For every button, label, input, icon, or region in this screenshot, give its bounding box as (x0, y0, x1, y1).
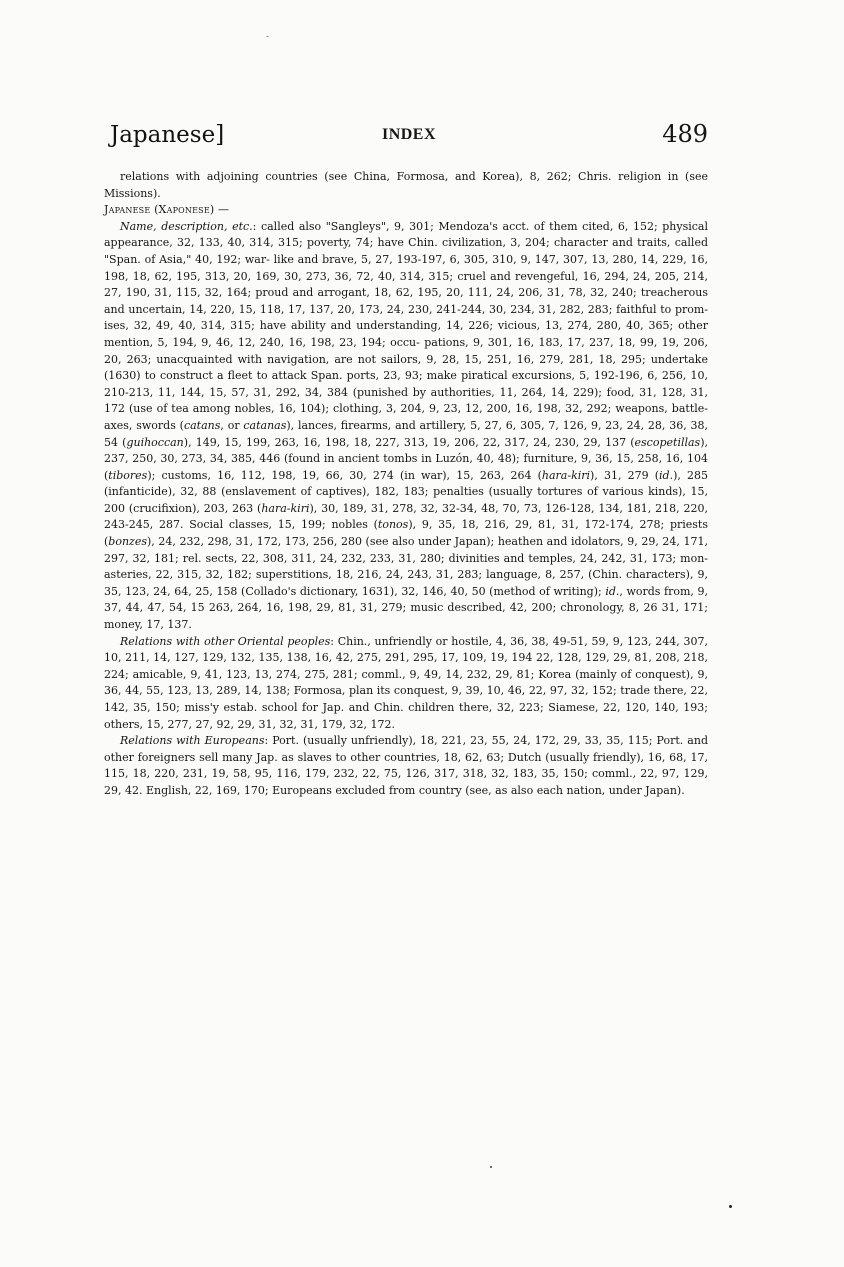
subentry-oriental-relations: Relations with other Oriental peoples: Chin., unfriendly or hostile, 4, 36, 38, 49-51, 59, 9, 123, 244, 307, 10, 211, 14, 127, 129, 132, 135, 138, 16, 42, 275, 291, 295, 17, 109, 19, 194 22, 128, 129, 29, 81, 208, 218, 224; amicable, 9, 41, 123, 13, 274, 275, 281; comml., 9, 49, 14, 232, 29, 81; Korea (mainly of conquest), 9, 36, 44, 55, 123, 13, 289, 14, 138; Formosa, plan its conquest, 9, 39, 10, 46, 22, 97, 32, 152; trade there, 22, 142, 35, 150; miss'y estab. school for Jap. and Chin. children there, 32, 223; Siamese, 22, 120, 140, 193; others, 15, 277, 27, 92, 29, 31, 32, 31, 179, 32, 172. (104, 634, 709, 731)
subentry-name-description: Name, description, etc.: called also "Sangleys", 9, 301; Mendoza's acct. of them cited, 6, 152; physical appearance, 32, 133, 40, 314, 315; poverty, 74; have Chin. civilization, 3, 204; character and traits, called "Span. of Asia," 40, 192; war- like and brave, 5, 27, 193-197, 6, 305, 310, 9, 147, 307, 13, 280, 14, 229, 16, 198, 18, 62, 195, 313, 20, 169, 30, 273, 36, 72, 40, 314, 315; cruel and revengeful, 16, 294, 24, 205, 214, 27, 190, 31, 115, 32, 164; proud and arrogant, 18, 62, 195, 20, 111, 24, 206, 31, 78, 32, 240; treacherous and uncertain, 14, 220, 15, 118, 17, 137, 20, 173, 24, 230, 241-244, 30, 234, 31, 282, 283; faithful to prom- ises, 32, 49, 40, 314, 315; have ability and understanding, 14, 226; vicious, 13, 274, 280, 40, 365; other mention, 5, 194, 9, 46, 12, 240, 16, 198, 23, 194; occu- pations, 9, 301, 16, 183, 17, 237, 18, 99, 19, 206, 20, 263; unacquainted with navigation, are not sailors, 9, 28, 15, 251, 16, 279, 281, 18, 295; undertake (1630) to construct a fleet to attack Span. ports, 23, 93; make piratical excursions, 5, 192-196, 6, 256, 10, 210-213, 11, 144, 15, 57, 31, 292, 34, 384 (punished by authorities, 11, 264, 14, 229); food, 31, 128, 31, 172 (use of tea among nobles, 16, 104); clothing, 3, 204, 9, 23, 12, 200, 16, 198, 32, 292; weapons, battle- axes, swords (catans, or catanas), lances, firearms, and artillery, 5, 27, 6, 305, 7, 126, 9, 23, 24, 28, 36, 38, 54 (guihoccan), 149, 15, 199, 263, 16, 198, 18, 227, 313, 19, 206, 22, 317, 24, 230, 29, 137 (escopetillas), 237, 250, 30, 273, 34, 385, 446 (found in ancient tombs in Luzón, 40, 48); furniture, 9, 36, 15, 258, 16, 104 (tibores); customs, 16, 112, 198, 19, 66, 30, 274 (in war), 15, 263, 264 (hara-kiri), 31, 279 (id.), 285 (infanticide), 32, 88 (enslavement of captives), 182, 183; penalties (usually tortures of various kinds), 15, 200 (crucifixion), 203, 263 (hara-kiri), 30, 189, 31, 278, 32, 32-34, 48, 70, 73, 126-128, 134, 181, 218, 220, 243-245, 287. Social classes, 15, 199; nobles (tonos), 9, 35, 18, 216, 29, 81, 31, 172-174, 278; priests (bonzes), 24, 232, 298, 31, 172, 173, 256, 280 (see also under Japan); heathen and idolators, 9, 29, 24, 171, 297, 32, 181; rel. sects, 22, 308, 311, 24, 232, 233, 31, 280; divinities and temples, 24, 242, 31, 173; mon- asteries, 22, 315, 32, 182; superstitions, 18, 216, 24, 243, 31, 283; language, 8, 257, (Chin. characters), 9, 35, 123, 24, 64, 25, 158 (Collado's dictionary, 1631), 32, 146, 40, 50 (method of writing); id., words from, 9, 37, 44, 47, 54, 15 263, 264, 16, 198, 29, 81, 31, 279; music described, 42, 200; chronology, 8, 26 31, 171; money, 17, 137. (104, 219, 709, 632)
subentry-european-relations: Relations with Europeans: Port. (usually unfriendly), 18, 221, 23, 55, 24, 172, 29, 33, 35, 115; Port. and other foreigners sell many Jap. as slaves to other countries, 18, 62, 63; Dutch (usually friendly), 16, 68, 17, 115, 18, 220, 231, 19, 58, 95, 116, 179, 232, 22, 75, 126, 317, 318, 32, 183, 35, 150; comml., 22, 97, 129, 29, 42. English, 22, 169, 170; Europeans excluded from country (see, as also each nation, under Japan). (104, 734, 709, 797)
page-number: 489 (662, 120, 708, 148)
running-header (110, 118, 708, 154)
index-body (104, 169, 708, 800)
scan-speck (266, 36, 269, 37)
entry-relations: relations with adjoining countries (see China, Formosa, and Korea), 8, 262; Chris. religion in (see Missions). (104, 170, 708, 200)
entry-japanese-heading: Japanese (Xaponese) — (104, 203, 230, 217)
section-label: Japanese] (110, 122, 225, 148)
scan-speck (729, 1205, 732, 1208)
scan-speck (490, 1166, 492, 1168)
page-title: INDEX (381, 126, 437, 143)
